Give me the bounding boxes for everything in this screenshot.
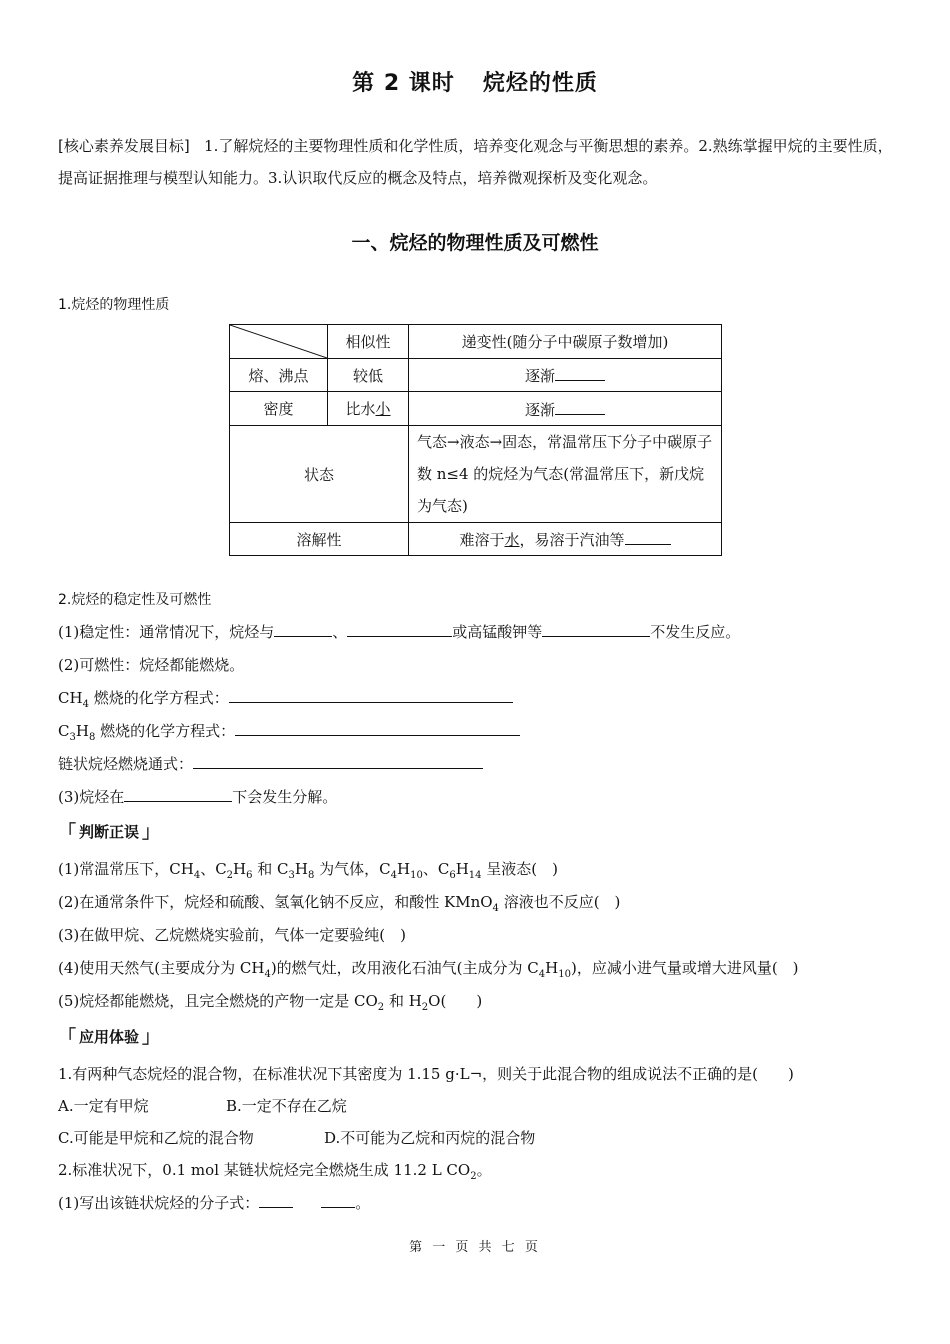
apply-question-2-part-1: (1)写出该链状烷烃的分子式： 。 [58, 1191, 370, 1215]
row-label-state: 状态 [230, 426, 409, 523]
option-c[interactable]: C.可能是甲烷和乙烷的混合物 [58, 1129, 254, 1147]
stability-heading: 2.烷烃的稳定性及可燃性 [58, 592, 212, 608]
page-footer: 第 一 页 共 七 页 [409, 1240, 541, 1255]
core-goals-label: [核心素养发展目标] [58, 137, 190, 155]
judge-question-2: (2)在通常条件下，烷烃和硫酸、氢氧化钠不反应，和酸性 KMnO$_4$ 溶液也不反应( ) [58, 893, 621, 914]
judge-question-5: (5)烷烃都能燃烧，且完全燃烧的产物一定是 $CO_2$ 和 $H_2O$( ) [58, 992, 483, 1013]
option-a[interactable]: A.一定有甲烷 [58, 1097, 149, 1115]
diagonal-header-cell [230, 325, 328, 359]
section-heading: 一、烷烃的物理性质及可燃性 [351, 232, 599, 254]
c3h8-equation-line: $C_3H_8$ 燃烧的化学方程式： [58, 719, 520, 743]
table-row [230, 392, 722, 426]
page-title [0, 66, 950, 97]
option-d[interactable]: D.不可能为乙烷和丙烷的混合物 [324, 1129, 536, 1147]
judge-tag: 「 判断正误 」 [58, 822, 161, 843]
solubility-description: 难溶于水，易溶于汽油等 [409, 523, 722, 556]
density-similarity: 比水小 [328, 392, 409, 426]
ch4-equation-line: $CH_4$ 燃烧的化学方程式： [58, 686, 513, 710]
table-row [230, 359, 722, 392]
apply-question-2: 2.标准状况下，0.1 mol 某链状烷烃完全燃烧生成 11.2 L $CO_2$。 [58, 1161, 492, 1182]
stability-line: (1)稳定性：通常情况下，烷烃与 、 或高锰酸钾等 不发生反应。 [58, 620, 740, 644]
fill-blank[interactable] [321, 1191, 355, 1208]
decomposition-line: (3)烷烃在 下会发生分解。 [58, 785, 337, 809]
combustibility-line: (2)可燃性：烷烃都能燃烧。 [58, 656, 245, 674]
apply-question-1: 1.有两种气态烷烃的混合物，在标准状况下其密度为 1.15 g·L¬，则关于此混合物的组成说法不正确的是( ) [58, 1065, 794, 1083]
fill-blank[interactable] [555, 364, 605, 381]
row-label-melting: 熔、沸点 [230, 359, 328, 392]
fill-blank[interactable] [542, 620, 650, 637]
fill-blank[interactable] [193, 752, 483, 769]
fill-blank[interactable] [347, 620, 452, 637]
state-description: 气态→液态→固态，常温常压下分子中碳原子数 n≤4 的烷烃为气态(常温常压下，新戊烷为气态) [409, 426, 722, 523]
fill-blank[interactable] [229, 686, 513, 703]
options-row-2 [58, 1126, 535, 1150]
lesson-topic: 烷烃的性质 [482, 71, 598, 96]
fill-blank[interactable] [555, 398, 605, 415]
fill-blank[interactable] [274, 620, 332, 637]
table-header-row [230, 325, 722, 359]
header-similarity: 相似性 [328, 325, 409, 359]
table-row [230, 426, 722, 523]
table-row [230, 523, 722, 556]
general-formula-line: 链状烷烃燃烧通式： [58, 752, 483, 776]
lesson-number: 第 2 课时 [352, 71, 455, 96]
apply-tag: 「 应用体验 」 [58, 1027, 161, 1048]
row-label-density: 密度 [230, 392, 328, 426]
core-goals-text: 1.了解烷烃的主要物理性质和化学性质，培养变化观念与平衡思想的素养。2.熟练掌握甲烷的主要性质，提高证据推理与模型认知能力。3.认识取代反应的概念及特点，培养微观探析及变化观念。 [58, 137, 893, 187]
physical-properties-heading: 1.烷烃的物理性质 [58, 297, 170, 313]
fill-blank[interactable] [235, 719, 520, 736]
fill-blank[interactable] [625, 528, 671, 545]
options-row-1 [58, 1094, 347, 1118]
physical-properties-table [229, 324, 722, 556]
melting-similarity: 较低 [328, 359, 409, 392]
header-trend: 递变性(随分子中碳原子数增加) [409, 325, 722, 359]
fill-blank[interactable] [259, 1191, 293, 1208]
judge-question-3: (3)在做甲烷、乙烷燃烧实验前，气体一定要验纯( ) [58, 926, 406, 944]
core-goals-paragraph [58, 130, 898, 194]
option-b[interactable]: B.一定不存在乙烷 [226, 1097, 347, 1115]
density-trend: 逐渐 [409, 392, 722, 426]
row-label-solubility: 溶解性 [230, 523, 409, 556]
melting-trend: 逐渐 [409, 359, 722, 392]
judge-question-1: (1)常温常压下，$CH_4$、$C_2H_6$ 和 $C_3H_8$ 为气体，$C_4H_{10}$、$C_6H_{14}$ 呈液态( ) [58, 860, 558, 881]
fill-blank[interactable] [124, 785, 232, 802]
judge-question-4: (4)使用天然气(主要成分为 $CH_4$)的燃气灶，改用液化石油气(主成分为 $C_4H_{10}$)，应减小进气量或增大进风量( ) [58, 959, 799, 980]
